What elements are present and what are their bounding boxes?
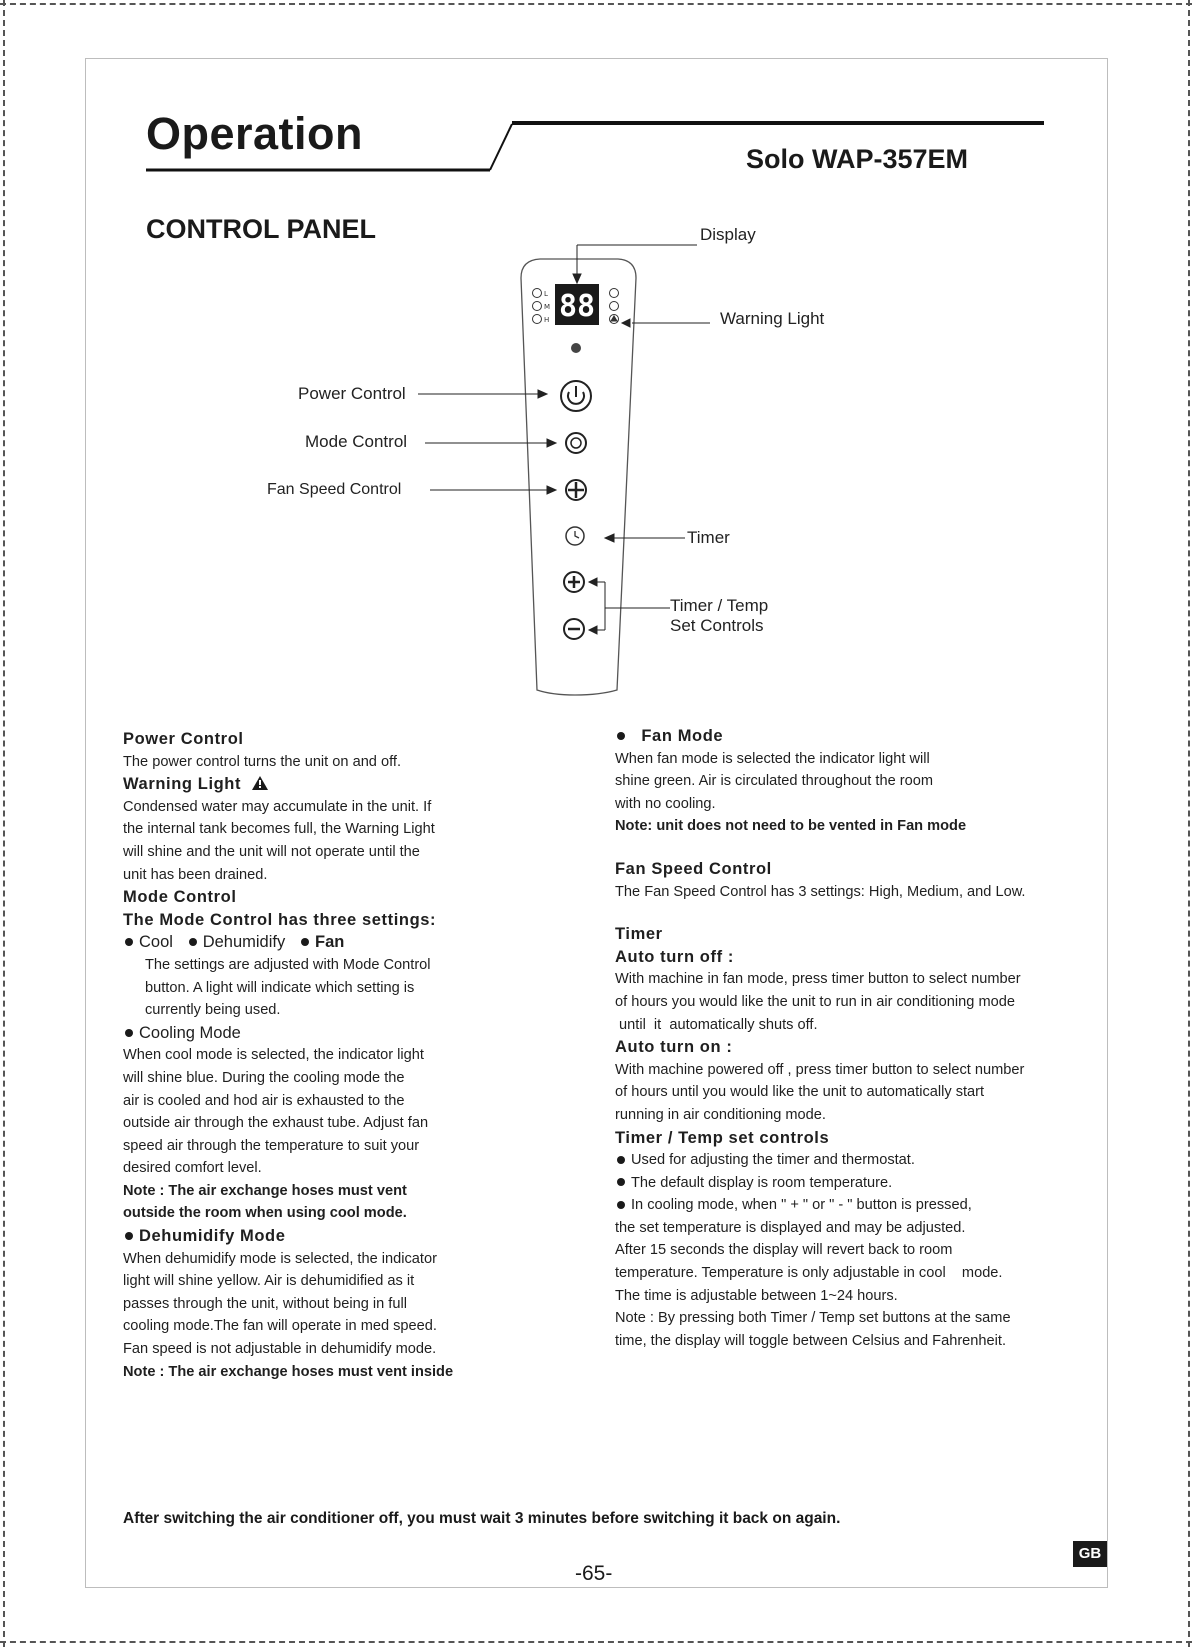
model-name: Solo WAP-357EM: [746, 144, 969, 174]
mode-settings-line: button. A light will indicate which setting is: [145, 979, 415, 996]
minus-button-icon: [564, 619, 584, 639]
mode-indicators: [610, 289, 619, 324]
page-title: Operation: [146, 108, 364, 159]
fan-mode-heading: Fan Mode: [615, 725, 1095, 748]
dehumidify-mode-heading: Dehumidify Mode: [123, 1225, 523, 1248]
timer-temp-bullet: The default display is room temperature.: [615, 1172, 1095, 1195]
power-control-text: The power control turns the unit on and off.: [123, 753, 401, 770]
cooling-text-line: outside air through the exhaust tube. Adjust fan: [123, 1115, 429, 1132]
speed-letter-low: L: [544, 290, 548, 298]
timer-button-icon: [566, 527, 584, 545]
mode-option-dehumidify: Dehumidify: [202, 933, 286, 952]
mode-control-heading: Mode Control: [123, 888, 237, 907]
fan-speed-heading: Fan Speed Control: [615, 859, 772, 878]
mode-options: [123, 931, 523, 954]
auto-off-line: With machine in fan mode, press timer button to select number: [615, 971, 1021, 988]
left-column: [123, 728, 523, 1383]
auto-on-line: of hours until you would like the unit to automatically start: [615, 1084, 985, 1101]
bullet-icon: [125, 938, 133, 946]
power-control-heading: Power Control: [123, 730, 244, 748]
timer-temp-callout: [589, 578, 670, 634]
auto-off-line: of hours you would like the unit to run in air conditioning mode: [615, 993, 1015, 1010]
timer-temp-line: Note : By pressing both Timer / Temp set buttons at the same: [615, 1310, 1011, 1327]
display-label: Display: [700, 225, 756, 244]
warning-text-line: unit has been drained.: [123, 866, 268, 883]
cooling-text-line: desired comfort level.: [123, 1160, 262, 1177]
dehumidify-text-line: passes through the unit, without being in full: [123, 1295, 407, 1312]
cooling-text-line: speed air through the temperature to suit your: [123, 1137, 420, 1154]
cooling-text-line: air is cooled and hod air is exhausted to the: [123, 1092, 405, 1109]
mode-settings-line: currently being used.: [145, 1002, 281, 1019]
mode-control-label: Mode Control: [305, 432, 408, 451]
warning-dot: [571, 343, 581, 353]
fan-speed-control-label: Fan Speed Control: [267, 481, 402, 498]
fan-speed-button-icon: [566, 480, 586, 500]
cooling-note-line: outside the room when using cool mode.: [123, 1205, 407, 1222]
plus-button-icon: [564, 572, 584, 592]
fan-mode-text-line: When fan mode is selected the indicator light will: [615, 750, 930, 767]
bullet-icon: [189, 938, 197, 946]
dehumidify-text-line: Fan speed is not adjustable in dehumidify mode.: [123, 1341, 437, 1358]
auto-off-heading: Auto turn off :: [615, 947, 734, 966]
timer-callout: [605, 534, 685, 542]
timer-temp-line: time, the display will toggle between Celsius and Fahrenheit.: [615, 1332, 1007, 1349]
timer-temp-line: After 15 seconds the display will revert back to room: [615, 1242, 953, 1259]
dehumidify-text-line: cooling mode.The fan will operate in med speed.: [123, 1318, 437, 1335]
dehumidify-note: Note : The air exchange hoses must vent inside: [123, 1363, 454, 1380]
mode-button-icon: [566, 433, 586, 453]
dehumidify-text-line: light will shine yellow. Air is dehumidified as it: [123, 1273, 415, 1290]
timer-temp-label-line1: Timer / Temp: [670, 596, 769, 615]
display-callout: [573, 245, 697, 283]
control-panel-diagram: [0, 0, 1192, 720]
language-badge: GB: [1073, 1541, 1107, 1567]
fan-mode-text-line: with no cooling.: [615, 795, 716, 812]
footer-warning-note: After switching the air conditioner off, you must wait 3 minutes before switching it back on again.: [123, 1510, 841, 1527]
fan-mode-note: Note: unit does not need to be vented in Fan mode: [615, 818, 967, 835]
cooling-text-line: will shine blue. During the cooling mode the: [123, 1069, 405, 1086]
dehumidify-text-line: When dehumidify mode is selected, the indicator: [123, 1250, 437, 1267]
speed-indicators: [533, 289, 551, 325]
section-heading: CONTROL PANEL: [146, 214, 377, 244]
cooling-mode-heading: Cooling Mode: [123, 1022, 523, 1045]
timer-temp-line: The time is adjustable between 1~24 hours.: [615, 1287, 898, 1304]
mode-option-cool: Cool: [139, 933, 173, 952]
timer-temp-line: the set temperature is displayed and may be adjusted.: [615, 1219, 966, 1236]
warning-text-line: Condensed water may accumulate in the unit. If: [123, 798, 432, 815]
right-column: [615, 725, 1095, 1352]
bullet-icon: [617, 732, 625, 740]
timer-temp-label-line2: Set Controls: [670, 616, 764, 635]
timer-temp-bullet: In cooling mode, when " + " or " - " button is pressed,: [615, 1194, 1095, 1217]
bullet-icon: [301, 938, 309, 946]
bullet-icon: [125, 1232, 133, 1240]
mode-callout: [425, 439, 556, 447]
warning-light-heading: Warning Light: [123, 773, 523, 796]
power-button-icon: [561, 381, 591, 411]
auto-off-line: until it automatically shuts off.: [615, 1016, 818, 1033]
auto-on-line: With machine powered off , press timer button to select number: [615, 1061, 1025, 1078]
auto-on-heading: Auto turn on :: [615, 1038, 733, 1057]
cooling-text-line: When cool mode is selected, the indicator light: [123, 1047, 424, 1064]
mode-settings-heading: The Mode Control has three settings:: [123, 910, 437, 929]
warning-triangle-icon: [251, 775, 269, 791]
bottom-cut-line: [0, 1641, 1192, 1643]
warning-light-callout: [622, 319, 710, 327]
fan-mode-text-line: shine green. Air is circulated throughout the room: [615, 773, 933, 790]
fan-speed-callout: [430, 486, 556, 494]
timer-label: Timer: [687, 528, 730, 547]
speed-letter-high: H: [544, 316, 550, 324]
warning-light-label: Warning Light: [720, 309, 825, 328]
timer-heading: Timer: [615, 925, 663, 944]
mode-settings-line: The settings are adjusted with Mode Control: [145, 956, 431, 973]
fan-speed-text: The Fan Speed Control has 3 settings: High, Medium, and Low.: [615, 883, 1026, 900]
timer-temp-bullet: Used for adjusting the timer and thermostat.: [615, 1149, 1095, 1172]
page-number: -65-: [575, 1562, 613, 1585]
auto-on-line: running in air conditioning mode.: [615, 1106, 826, 1123]
warning-text-line: will shine and the unit will not operate until the: [123, 843, 420, 860]
bullet-icon: [617, 1178, 625, 1186]
timer-temp-line: temperature. Temperature is only adjustable in cool mode.: [615, 1265, 1003, 1282]
cooling-note-line: Note : The air exchange hoses must vent: [123, 1182, 407, 1199]
power-control-label: Power Control: [298, 384, 406, 403]
bullet-icon: [125, 1029, 133, 1037]
bullet-icon: [617, 1201, 625, 1209]
speed-letter-mid: M: [544, 303, 551, 311]
bullet-icon: [617, 1156, 625, 1164]
display-digits: 88: [558, 289, 596, 324]
mode-option-fan: Fan: [315, 933, 345, 952]
warning-text-line: the internal tank becomes full, the Warning Light: [123, 821, 435, 838]
power-callout: [418, 390, 547, 398]
timer-temp-heading: Timer / Temp set controls: [615, 1128, 830, 1147]
